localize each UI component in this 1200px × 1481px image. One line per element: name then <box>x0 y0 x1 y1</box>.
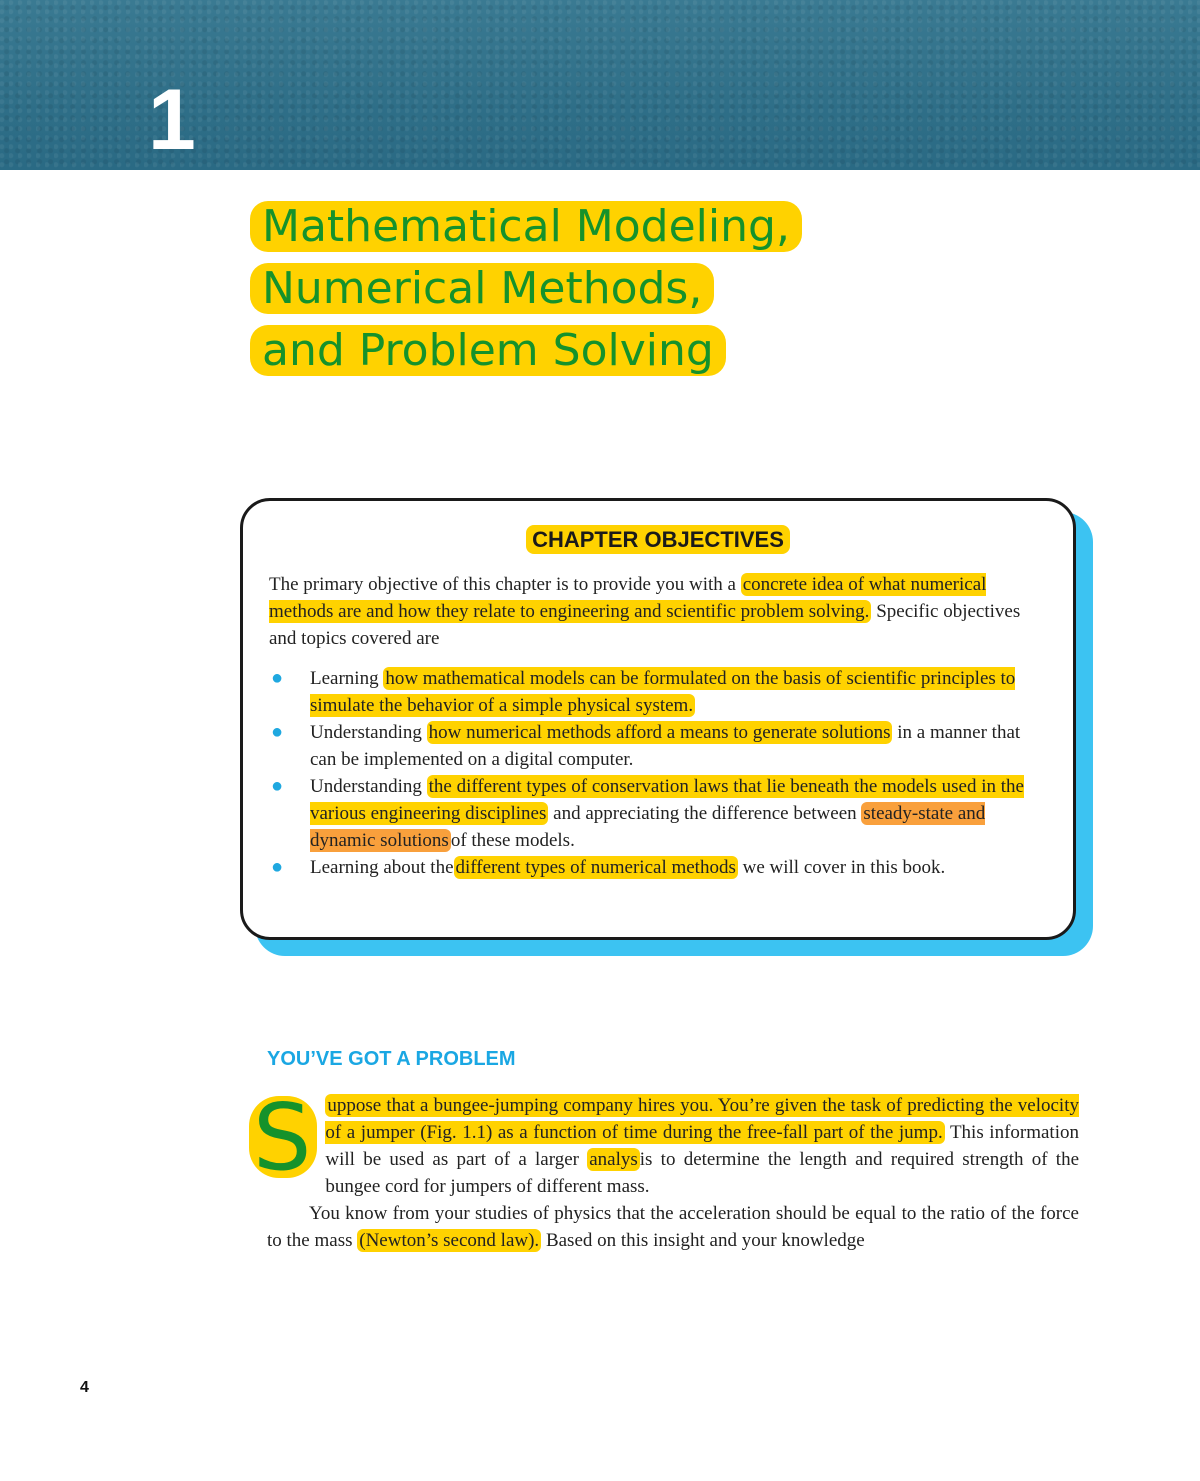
body-text <box>253 1084 1080 1254</box>
bullet-icon: ● <box>271 856 284 878</box>
title-highlight: and Problem Solving <box>250 325 726 376</box>
objectives-box <box>240 498 1076 940</box>
chapter-number: 1 <box>148 72 196 168</box>
bullet-icon: ● <box>271 721 284 743</box>
section-heading: YOU’VE GOT A PROBLEM <box>267 1048 516 1070</box>
highlight: how numerical methods afford a means to generate solutions <box>428 722 891 743</box>
highlight: different types of numerical methods <box>455 857 736 878</box>
highlight-orange: steady-state and dynamic solutions <box>310 803 986 851</box>
objectives-list <box>269 665 1049 881</box>
chapter-title <box>258 196 878 382</box>
objectives-heading: CHAPTER OBJECTIVES <box>243 527 1073 553</box>
title-highlight: Mathematical Modeling, <box>250 201 802 252</box>
objective-item: ● Learning about the different types of numerical methods we will cover in this book. <box>269 854 1049 881</box>
highlight: concrete idea of what numerical methods are and how they relate to engineering and scientific problem solving. <box>269 574 987 622</box>
paragraph: S uppose that a bungee-jumping company hires you. You’re given the task of predicting the velocity of a jumper (Fig. 1.1) as a function of time during the free-fall part of the jump. This information will be used as part of a larger analys is to determine the length and required strength of the bungee cord for jumpers of different mass. <box>267 1092 1079 1200</box>
drop-cap: S <box>249 1096 317 1178</box>
paragraph: You know from your studies of physics that the acceleration should be equal to the ratio of the force to the mass (Newton’s second law). Based on this insight and your knowledge <box>267 1203 1079 1251</box>
bullet-icon: ● <box>271 775 284 797</box>
highlight: (Newton’s second law). <box>359 1230 540 1251</box>
highlight: how mathematical models can be formulated on the basis of scientific principles to simulate the behavior of a simple physical system. <box>310 668 1016 716</box>
chapter-title-line <box>258 320 878 382</box>
chapter-title-line <box>258 258 878 320</box>
highlight: the different types of conservation laws that lie beneath the models used in the various engineering disciplines <box>310 776 1024 824</box>
title-highlight: Numerical Methods, <box>250 263 714 314</box>
chapter-banner <box>0 0 1200 170</box>
objective-item: ● Understanding the different types of conservation laws that lie beneath the models used in the various engineering disciplines and appreciating the difference between steady-state and dynamic solutions of these models. <box>271 775 1024 851</box>
chapter-title-line <box>258 196 878 258</box>
objectives-intro: The primary objective of this chapter is to provide you with a concrete idea of what numerical methods are and how they relate to engineering and scientific problem solving. Specific objectives and topics covered are <box>269 574 1021 649</box>
bullet-icon: ● <box>271 667 284 689</box>
objective-item: ● Learning how mathematical models can be formulated on the basis of scientific principles to simulate the behavior of a simple physical system. <box>271 667 1016 716</box>
highlight: analys <box>589 1149 638 1170</box>
page-number: 4 <box>80 1379 89 1396</box>
highlight: uppose that a bungee-jumping company hires you. You’re given the task of predicting the velocity of a jumper (Fig. 1.1) as a function of time during the free-fall part of the jump. <box>325 1095 1079 1143</box>
objective-item: ● Understanding how numerical methods afford a means to generate solutions in a manner that can be implemented on a digital computer. <box>271 721 1021 770</box>
